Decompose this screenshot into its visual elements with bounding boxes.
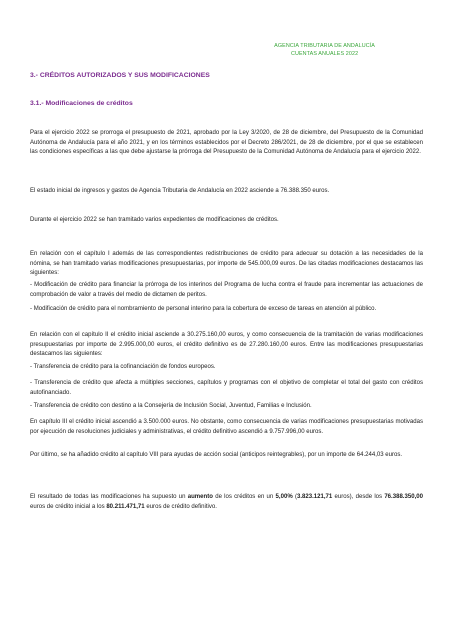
highlight-initial-amount: 76.388.350,00 [384,494,423,500]
paragraph-prorroga: Para el ejercicio 2022 se prorroga el presupuesto de 2021, aprobado por la Ley 3/2020, de 28 de diciembre, del Presupuesto de la Comunidad Autónoma de Andalucía para el año 2021, y en los términos establecidos por el Decreto 286/2021, de 28 de diciembre, por el que se establecen las condiciones específicas a las que debe ajustarse la prórroga del Presupuesto de la Comunidad Autónoma de Andalucía para el ejercicio 2022. [30,130,423,156]
list-item-autofinanciado: - Transferencia de crédito que afecta a múltiples secciones, capítulos y programas con el objetivo de completar el total del gasto con créditos autofinanciado. [30,380,423,396]
section-title: 3.- CRÉDITOS AUTORIZADOS Y SUS MODIFICACIONES [30,72,210,79]
paragraph-capitulo-2: En relación con el capítulo II el crédito inicial asciende a 30.275.160,00 euros, y como consecuencia de la tramitación de varias modificaciones presupuestarias por importe de 2.995.000,00 euros, el crédito definitivo es de 27.280.160,00 euros. Entre las modificaciones presupuestarias destacamos las siguientes: [30,332,423,358]
header-report-title: CUENTAS ANUALES 2022 [290,51,359,57]
highlight-aumento: aumento [187,494,213,500]
paragraph-capitulo-1: En relación con el capítulo I además de las correspondientes redistribuciones de crédito para adecuar su dotación a las necesidades de la nómina, se han tramitado varias modificaciones presupuestarias, por importe de 545.000,09 euros. De las citadas modificaciones destacamos las siguientes: [30,251,423,277]
list-item-interinos-atencion: - Modificación de crédito para el nombramiento de personal interino para la cobertura de exceso de tareas en atención al público. [30,306,377,312]
paragraph-resultado: El resultado de todas las modificaciones ha supuesto un aumento de los créditos en un 5,00% (3.823.121,71 euros), desde los 76.388.350,00 euros de crédito inicial a los 80.211.471,71 euros de crédito definitivo. [30,494,423,510]
paragraph-capitulo-3: En capítulo III el crédito inicial ascendió a 3.500.000 euros. No obstante, como consecuencia de varias modificaciones presupuestarias motivadas por ejecución de resoluciones judiciales y administrativas, el crédito definitivo ascendió a 9.757.996,00 euros. [30,419,423,435]
highlight-final-amount: 80.211.471,71 [106,503,145,510]
paragraph-expedientes: Durante el ejercicio 2022 se han tramitado varios expedientes de modificaciones de créditos. [30,217,279,223]
list-item-fondos-europeos: - Transferencia de crédito para la cofinanciación de fondos europeos. [30,364,216,370]
list-item-consejeria: - Transferencia de crédito con destino a la Consejería de Inclusión Social, Juventud, Familias e Inclusión. [30,403,312,409]
header-agency-name: AGENCIA TRIBUTARIA DE ANDALUCÍA [274,43,375,49]
highlight-increase-amount: 3.823.121,71 [296,494,333,500]
paragraph-capitulo-8: Por último, se ha añadido crédito al capítulo VIII para ayudas de acción social (anticipos reintegrables), por un importe de 64.244,03 euros. [30,452,403,458]
highlight-percentage: 5,00% [275,494,293,500]
list-item-interinos-fraude: - Modificación de crédito para financiar la prórroga de los interinos del Programa de lucha contra el fraude para incrementar las actuaciones de comprobación de valor a través del medio de dictamen de peritos. [30,282,423,298]
subsection-title: 3.1.- Modificaciones de créditos [30,100,133,107]
document-header [274,42,375,58]
paragraph-estado-inicial: El estado inicial de ingresos y gastos de Agencia Tributaria de Andalucía en 2022 asciende a 76.388.350 euros. [30,188,330,194]
